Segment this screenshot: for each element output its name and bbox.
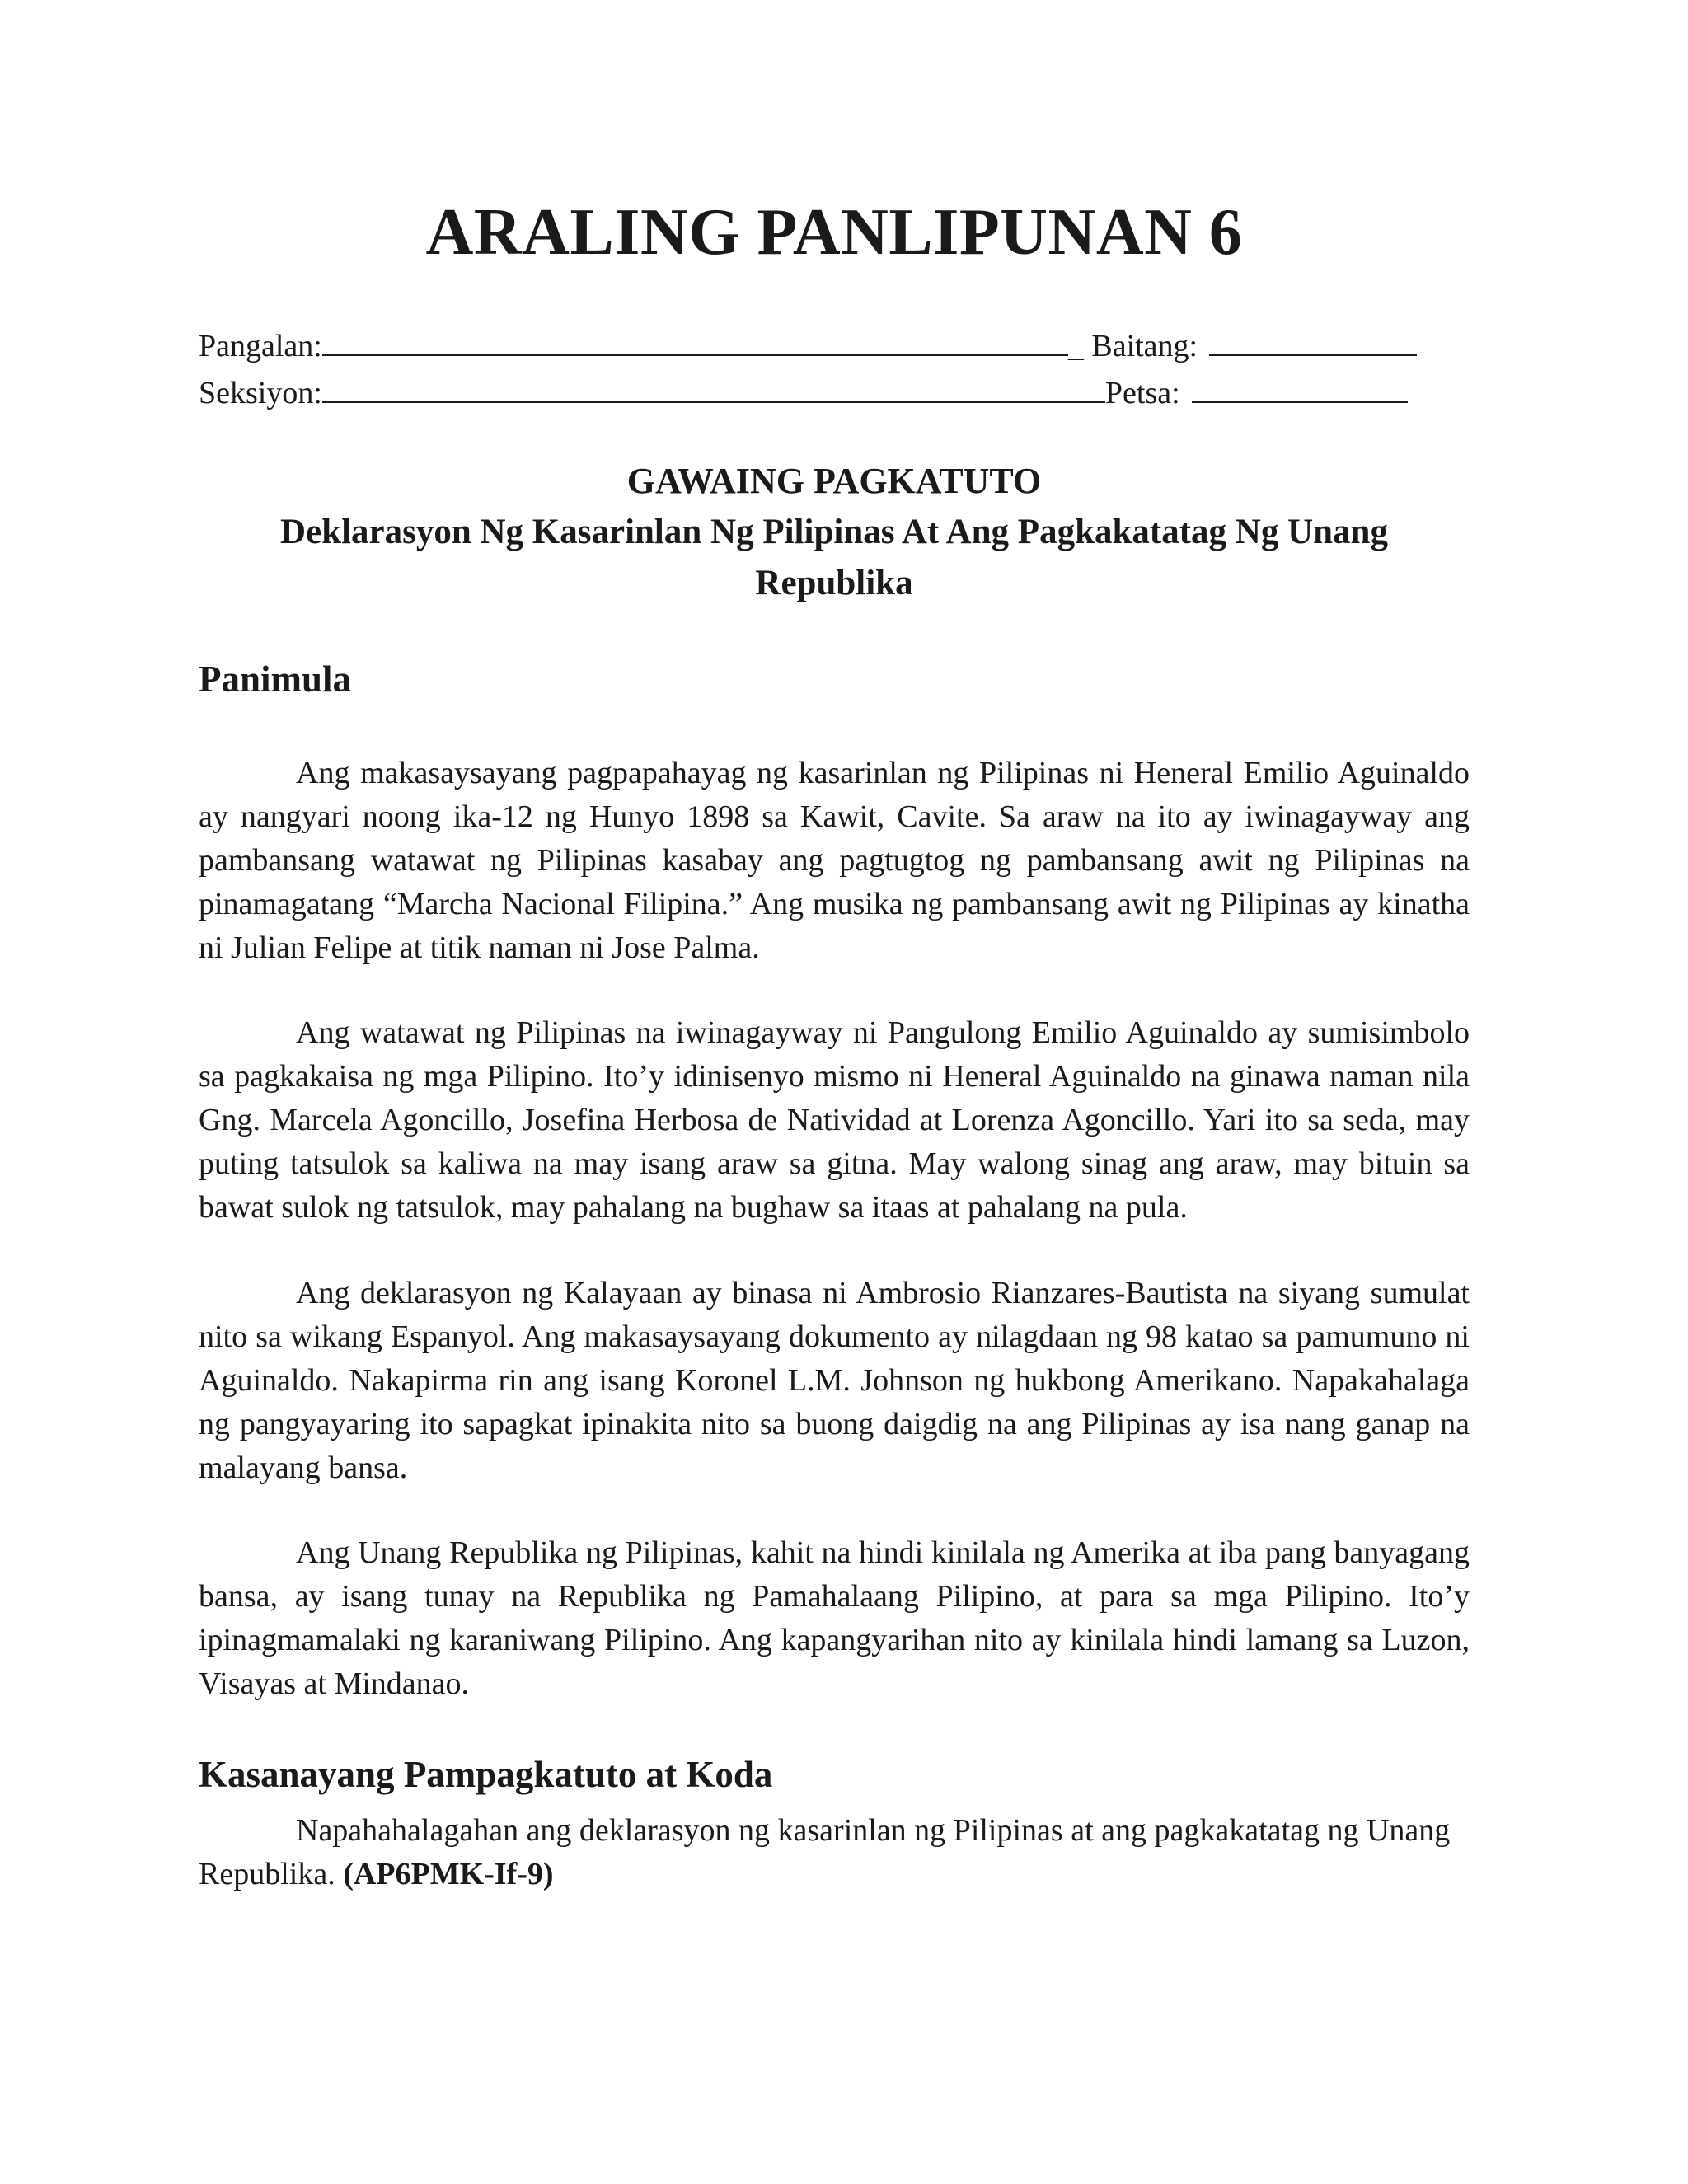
name-row bbox=[199, 323, 1470, 370]
activity-topic: Deklarasyon Ng Kasarinlan Ng Pilipinas At Ang Pagkakatatag Ng Unang Republika bbox=[280, 513, 1388, 602]
baitang-label: _ Baitang: bbox=[1067, 329, 1198, 363]
panimula-paragraph: Ang deklarasyon ng Kalayaan ay binasa ni Ambrosio Rianzares-Bautista na siyang sumulat nito sa wikang Espanyol. Ang makasaysayang dokumento ay nilagdaan ng 98 katao sa pamumuno ni Aguinaldo. Nakapirma rin ang isang Koronel L.M. Johnson ng hukbong Amerikano. Napakahalaga ng pangyayaring ito sapagkat ipinakita nito sa buong daigdig na ang Pilipinas ay isa nang ganap na malayang bansa. bbox=[199, 1276, 1470, 1485]
page-title: ARALING PANLIPUNAN 6 bbox=[425, 196, 1243, 269]
kasanayan-heading: Kasanayang Pampagkatuto at Koda bbox=[199, 1754, 773, 1795]
activity-heading bbox=[199, 456, 1470, 609]
seksiyon-blank-line[interactable] bbox=[322, 376, 1105, 403]
petsa-label: Petsa: bbox=[1104, 376, 1180, 410]
kasanayan-text bbox=[199, 1809, 1470, 1896]
student-info-fields bbox=[199, 323, 1470, 417]
kasanayan-description: Napahahalagahan ang deklarasyon ng kasarinlan ng Pilipinas at ang pagkakatatag ng Unang Republika. bbox=[199, 1813, 1451, 1891]
name-blank-line[interactable] bbox=[322, 329, 1068, 356]
seksiyon-label: Seksiyon: bbox=[199, 376, 322, 410]
seksiyon-row bbox=[199, 370, 1470, 417]
panimula-paragraph: Ang makasaysayang pagpapahayag ng kasarinlan ng Pilipinas ni Heneral Emilio Aguinaldo ay nangyari noong ika-12 ng Hunyo 1898 sa Kawit, Cavite. Sa araw na ito ay iwinagayway ang pambansang watawat ng Pilipinas kasabay ang pagtugtog ng pambansang awit ng Pilipinas na pinamagatang “Marcha Nacional Filipina.” Ang musika ng pambansang awit ng Pilipinas ay kinatha ni Julian Felipe at titik naman ni Jose Palma. bbox=[199, 756, 1470, 965]
panimula-paragraph: Ang watawat ng Pilipinas na iwinagayway ni Pangulong Emilio Aguinaldo ay sumisimbolo sa pagkakaisa ng mga Pilipino. Ito’y idinisenyo mismo ni Heneral Aguinaldo na ginawa naman nila Gng. Marcela Agoncillo, Josefina Herbosa de Natividad at Lorenza Agoncillo. Yari ito sa seda, may puting tatsulok sa kaliwa na may isang araw sa gitna. May walong sinag ang araw, may bituin sa bawat sulok ng tatsulok, may pahalang na bughaw sa itaas at pahalang na pula. bbox=[199, 1015, 1470, 1225]
panimula-paragraph: Ang Unang Republika ng Pilipinas, kahit na hindi kinilala ng Amerika at iba pang banyagang bansa, ay isang tunay na Republika ng Pamahalaang Pilipino, at para sa mga Pilipino. Ito’y ipinagmamalaki ng karaniwang Pilipino. Ang kapangyarihan nito ay kinilala hindi lamang sa Luzon, Visayas at Mindanao. bbox=[199, 1535, 1470, 1701]
activity-label: GAWAING PAGKATUTO bbox=[626, 461, 1042, 501]
competency-code: (AP6PMK-If-9) bbox=[343, 1857, 554, 1891]
name-label: Pangalan: bbox=[199, 329, 322, 363]
panimula-heading: Panimula bbox=[199, 658, 352, 700]
petsa-blank-line[interactable] bbox=[1192, 376, 1408, 403]
baitang-blank-line[interactable] bbox=[1209, 329, 1417, 356]
